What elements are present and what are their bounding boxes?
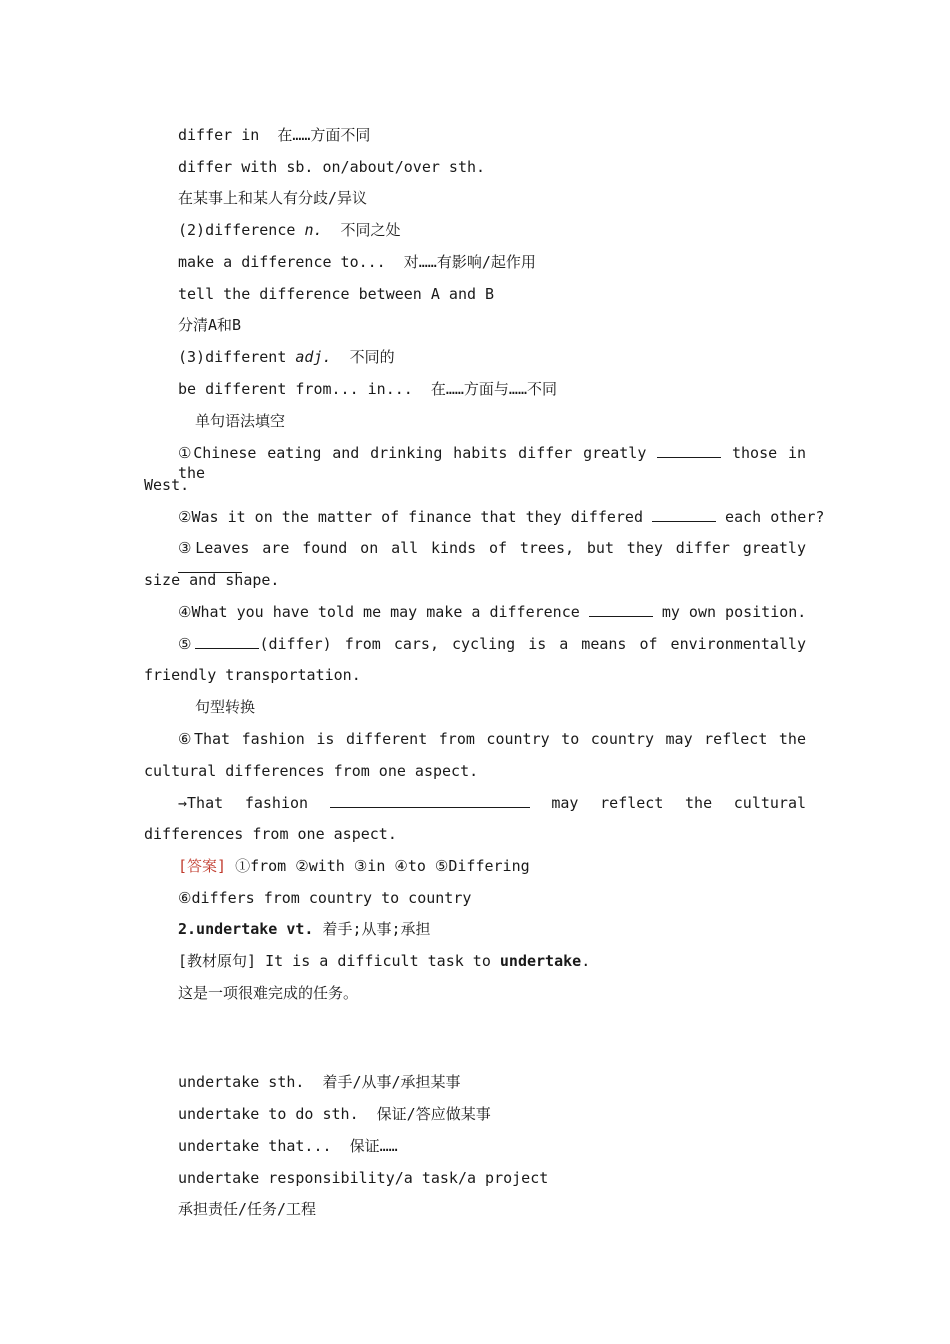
q1-text: ①Chinese eating and drinking habits differ greatly (178, 444, 647, 462)
question-6-line4: differences from one aspect. (144, 825, 397, 843)
word-2-cn: 着手;从事;承担 (313, 920, 431, 938)
question-6-line2: cultural differences from one aspect. (144, 762, 479, 780)
q4-blank[interactable] (589, 602, 653, 617)
line-tell-difference: tell the difference between A and B (178, 285, 495, 303)
source-text: It is a difficult task to (265, 952, 500, 970)
difference-cn: 不同之处 (322, 221, 401, 239)
question-1-line2: West. (144, 476, 190, 494)
answer-line-2: ⑥differs from country to country (178, 889, 472, 907)
different-word: (3)different (178, 348, 296, 366)
line-tell-difference-cn: 分清A和B (178, 316, 242, 334)
line-undertake-to-do: undertake to do sth. 保证/答应做某事 (178, 1105, 491, 1123)
q1-blank[interactable] (657, 443, 721, 458)
line-differ-with: differ with sb. on/about/over sth. (178, 158, 486, 176)
line-undertake-that: undertake that... 保证…… (178, 1137, 398, 1155)
word-2-heading (178, 919, 431, 939)
source-end: . (581, 952, 591, 970)
pos-noun: n. (304, 221, 323, 239)
q6-lead: →That fashion (178, 794, 309, 812)
line-differ-with-cn: 在某事上和某人有分歧/异议 (178, 189, 368, 207)
source-label: [教材原句] (178, 952, 266, 970)
question-5-line1 (178, 634, 806, 654)
q2-blank[interactable] (652, 507, 716, 522)
line-make-difference: make a difference to... 对……有影响/起作用 (178, 253, 536, 271)
question-6-line3 (178, 793, 806, 813)
line-undertake-sth: undertake sth. 着手/从事/承担某事 (178, 1073, 461, 1091)
q5-num: ⑤ (178, 635, 196, 653)
q4-text: ④What you have told me may make a difference (178, 603, 589, 621)
section-heading-fill: 单句语法填空 (195, 412, 286, 430)
q2-text: ②Was it on the matter of finance that they differed (178, 508, 653, 526)
q1-text-end: those in the (178, 444, 807, 482)
q2-text-end: each other? (716, 508, 825, 526)
section-heading-transform: 句型转换 (195, 698, 256, 716)
word-2-term: 2.undertake vt. (178, 920, 314, 938)
question-6-line1: ⑥That fashion is different from country to country may reflect the (178, 730, 806, 748)
source-highlight: undertake (499, 952, 582, 970)
line-be-different: be different from... in... 在……方面与……不同 (178, 380, 557, 398)
q4-text-end: my own position. (652, 603, 807, 621)
q5-text: (differ) from cars, cycling is a means of environmentally (259, 635, 806, 653)
source-sentence (178, 951, 590, 971)
line-differ-in: differ in 在……方面不同 (178, 126, 371, 144)
line-different (178, 347, 395, 367)
question-3-line2: size and shape. (144, 571, 280, 589)
q6-tail: may reflect the cultural (551, 794, 807, 812)
question-5-line2: friendly transportation. (144, 666, 361, 684)
q3-text: ③Leaves are found on all kinds of trees, but they differ greatly (178, 539, 806, 557)
answer-line (178, 856, 530, 876)
q6-blank[interactable] (330, 793, 530, 808)
line-undertake-responsibility-cn: 承担责任/任务/工程 (178, 1200, 317, 1218)
question-1-line1 (178, 443, 806, 483)
q5-blank[interactable] (195, 634, 259, 649)
question-2 (178, 507, 824, 527)
source-translation: 这是一项很难完成的任务。 (178, 984, 359, 1002)
line-difference (178, 220, 401, 240)
line-undertake-responsibility: undertake responsibility/a task/a project (178, 1169, 549, 1187)
difference-word: (2)difference (178, 221, 305, 239)
different-cn: 不同的 (331, 348, 395, 366)
answer-label: [答案] (178, 857, 227, 875)
question-4 (178, 602, 806, 622)
answer-text: ①from ②with ③in ④to ⑤Differing (226, 857, 530, 875)
pos-adj: adj. (295, 348, 332, 366)
